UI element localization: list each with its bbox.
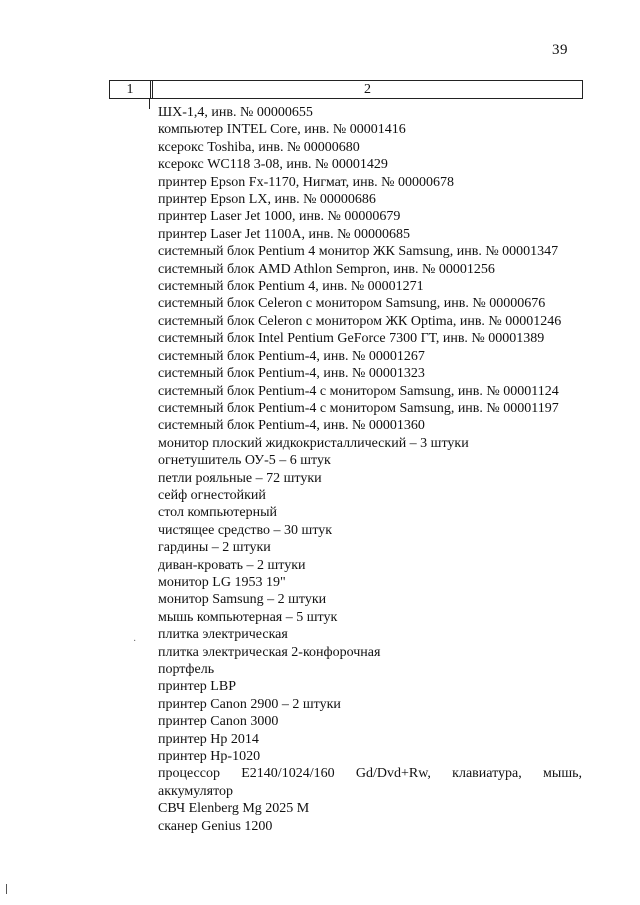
list-item: компьютер INTEL Core, инв. № 00001416 <box>158 122 406 138</box>
processor-word: E2140/1024/160 <box>241 766 335 782</box>
list-item: принтер Canon 3000 <box>158 714 279 730</box>
list-item: ШХ-1,4, инв. № 00000655 <box>158 105 313 120</box>
list-item: принтер Hp 2014 <box>158 731 259 747</box>
table-header-col2: 2 <box>364 82 371 97</box>
inventory-list <box>158 104 582 835</box>
list-item: системный блок Intel Pentium GeForce 7300 ГТ, инв. № 00001389 <box>158 331 545 347</box>
scan-margin-mark <box>6 884 7 894</box>
list-item: петли рояльные – 72 штуки <box>158 470 322 486</box>
list-item: системный блок Pentium-4, инв. № 00001267 <box>158 348 425 364</box>
list-item: гардины – 2 штуки <box>158 540 271 556</box>
list-item: диван-кровать – 2 штуки <box>158 557 306 573</box>
list-item: плитка электрическая 2-конфорочная <box>158 644 381 660</box>
list-item: портфель <box>158 662 215 677</box>
list-item: системный блок Pentium 4 монитор ЖК Samsung, инв. № 00001347 <box>158 244 559 260</box>
list-item: системный блок Pentium-4, инв. № 00001360 <box>158 418 425 434</box>
list-item: системный блок Pentium-4 с монитором Samsung, инв. № 00001124 <box>158 383 559 399</box>
list-item: сейф огнестойкий <box>158 487 266 503</box>
list-item: системный блок Pentium-4 с монитором Samsung, инв. № 00001197 <box>158 400 559 416</box>
table-column-line <box>149 99 150 109</box>
processor-continuation: аккумулятор <box>158 783 234 799</box>
list-item: принтер LBP <box>158 679 236 695</box>
table-header-row <box>109 80 583 99</box>
list-item: мышь компьютерная – 5 штук <box>158 609 338 625</box>
list-item: принтер Epson LX, инв. № 00000686 <box>158 192 376 208</box>
list-item: системный блок Celeron с монитором Samsung, инв. № 00000676 <box>158 296 546 312</box>
list-item: монитор LG 1953 19" <box>158 574 286 590</box>
list-item: огнетушитель ОУ-5 – 6 штук <box>158 453 331 469</box>
processor-word: Gd/Dvd+Rw, <box>355 766 431 782</box>
list-item: принтер Canon 2900 – 2 штуки <box>158 696 341 712</box>
list-item: принтер Laser Jet 1100A, инв. № 00000685 <box>158 226 410 242</box>
list-item: системный блок Pentium-4, инв. № 00001323 <box>158 366 425 382</box>
table-header-col1: 1 <box>110 81 151 98</box>
list-item: системный блок AMD Athlon Sempron, инв. № 00001256 <box>158 261 495 277</box>
processor-word: мышь, <box>543 766 582 782</box>
list-item: принтер Hp-1020 <box>158 749 261 765</box>
list-item: стол компьютерный <box>158 505 278 521</box>
processor-word: клавиатура, <box>452 766 522 782</box>
list-item: принтер Epson Fx-1170, Нигмат, инв. № 00000678 <box>158 174 455 190</box>
list-item-processor <box>158 765 582 800</box>
list-item: принтер Laser Jet 1000, инв. № 00000679 <box>158 209 401 225</box>
list-item: системный блок Pentium 4, инв. № 00001271 <box>158 279 424 295</box>
list-item: монитор Samsung – 2 штуки <box>158 592 327 608</box>
list-item: ксерокс WC118 3-08, инв. № 00001429 <box>158 157 388 173</box>
list-item: чистящее средство – 30 штук <box>158 522 333 538</box>
processor-line <box>158 765 582 782</box>
list-item: системный блок Celeron с монитором ЖК Optima, инв. № 00001246 <box>158 313 562 329</box>
list-item: плитка электрическая <box>158 627 288 643</box>
list-item: сканер Genius 1200 <box>158 818 273 834</box>
list-item: СВЧ Elenberg Mg 2025 M <box>158 801 310 817</box>
list-item: ксерокс Toshiba, инв. № 00000680 <box>158 139 360 155</box>
scan-dot: · <box>133 636 137 647</box>
page-number: 39 <box>552 42 568 58</box>
list-item: монитор плоский жидкокристаллический – 3 штуки <box>158 435 469 451</box>
processor-word: процессор <box>158 766 220 782</box>
